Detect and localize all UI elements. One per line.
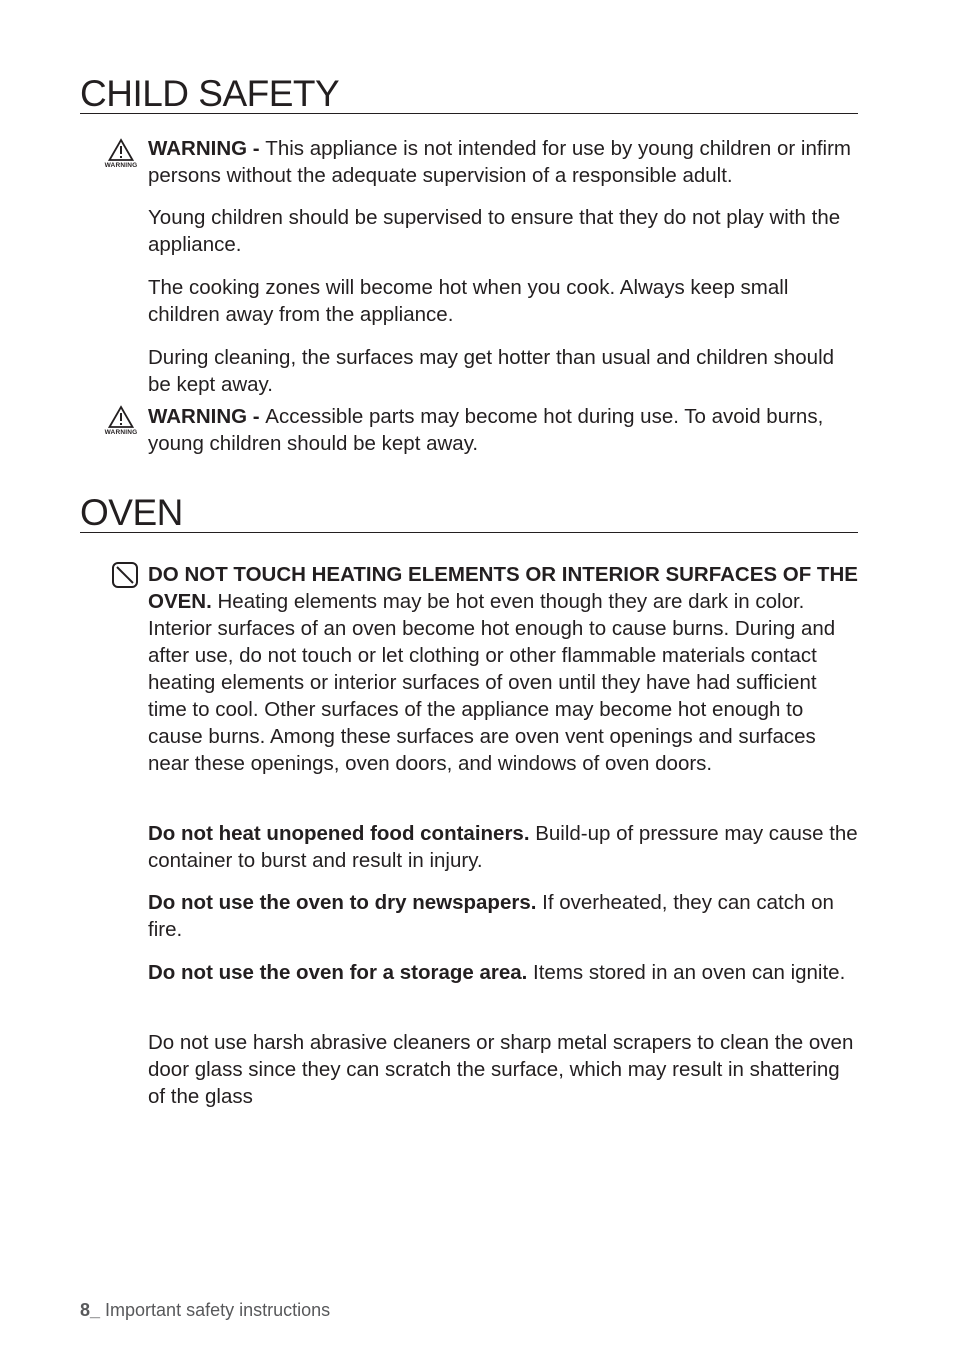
child-safety-warning-2: WARNING - Accessible parts may become hot during use. To avoid burns, young children should be kept away.	[148, 405, 824, 455]
warning-icon-label: WARNING	[104, 162, 138, 169]
child-safety-warning-1: WARNING - This appliance is not intended for use by young children or infirm persons without the adequate supervision of a responsible adult.	[148, 137, 852, 187]
child-safety-title: CHILD SAFETY	[80, 75, 858, 114]
oven-paragraph-1: DO NOT TOUCH HEATING ELEMENTS OR INTERIOR SURFACES OF THE OVEN. Heating elements may be hot even though they are dark in color. Interior surfaces of an oven become hot enough to cause burns. During and after use, do not touch or let clothing or other flammable materials contact heating elements or interior surfaces of oven until they have had sufficient time to cool. Other surfaces of the appliance may become hot enough to cause burns. Among these surfaces are oven vent openings and surfaces near these openings, oven doors, and windows of oven doors.	[148, 563, 858, 775]
oven-paragraph-4: Do not use the oven for a storage area. Items stored in an oven can ignite.	[148, 961, 846, 984]
child-safety-paragraph-4: During cleaning, the surfaces may get hotter than usual and children should be kept away.	[148, 346, 835, 396]
warning-icon	[100, 138, 142, 178]
warning-icon-label: WARNING	[104, 429, 138, 436]
page-footer	[80, 1300, 330, 1321]
prohibited-icon	[111, 561, 139, 589]
oven-paragraph-2: Do not heat unopened food containers. Build-up of pressure may cause the container to burst and result in injury.	[148, 822, 858, 872]
footer-text: Important safety instructions	[100, 1300, 331, 1320]
page-number: 8_	[80, 1300, 101, 1320]
child-safety-paragraph-2: Young children should be supervised to ensure that they do not play with the appliance.	[148, 206, 841, 256]
oven-title: OVEN	[80, 494, 858, 533]
oven-paragraph-5: Do not use harsh abrasive cleaners or sharp metal scrapers to clean the oven door glass since they can scratch the surface, which may result in shattering of the glass	[148, 1031, 854, 1108]
warning-icon	[100, 405, 142, 445]
child-safety-paragraph-3: The cooking zones will become hot when you cook. Always keep small children away from the appliance.	[148, 276, 789, 326]
oven-paragraph-3: Do not use the oven to dry newspapers. If overheated, they can catch on fire.	[148, 891, 834, 941]
